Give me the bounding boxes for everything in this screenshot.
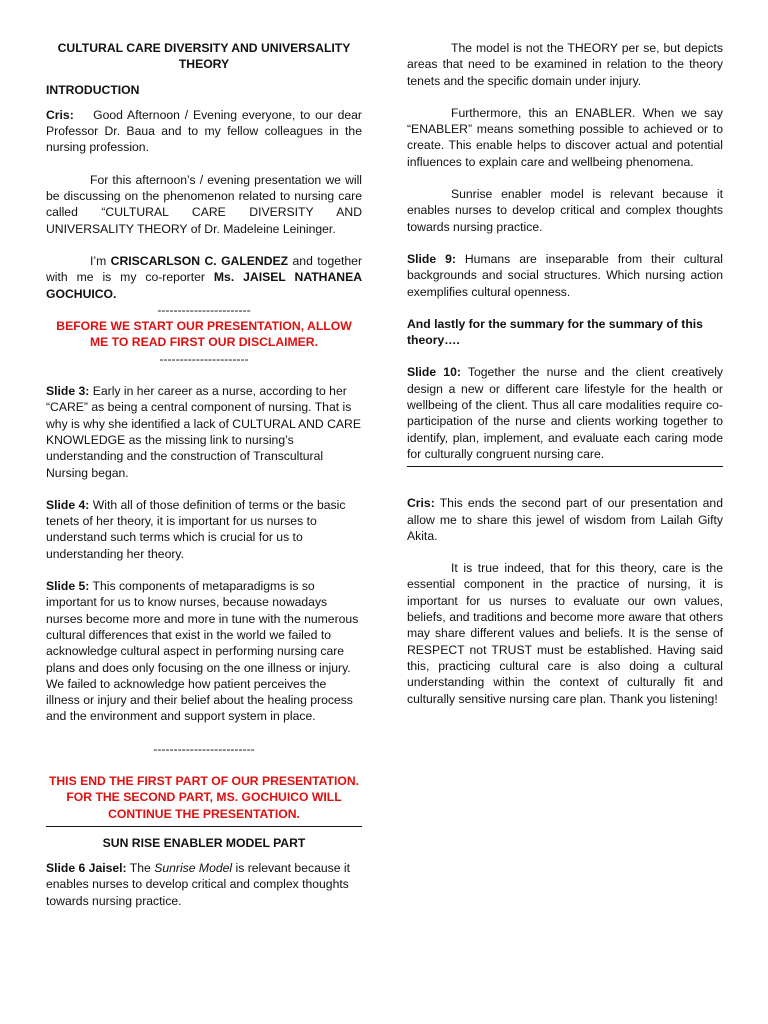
- intro-mid-text: and together with me is my co-reporter: [46, 253, 363, 285]
- presenter-intro-paragraph: [46, 253, 362, 302]
- closing-paragraph: It is true indeed, that for this theory, care is the essential component in the practice of nursing, it is important for us nurses to evaluate our own values, beliefs, and traditions and become more aware that others may share different values and beliefs. It is the sense of RESPECT not TRUST must be established. Having said this, practicing cultural care is also doing a cultural understanding within the context of culturally fit and culturally sensitive nursing care plan. Thank you listening!: [407, 561, 723, 706]
- coreporter-name: Ms. JAISEL NATHANEA GOCHUICO.: [46, 270, 362, 301]
- sunrise-enabler-paragraph: Sunrise enabler model is relevant because it enables nurses to develop critical and complex thoughts towards nursing practice.: [407, 187, 723, 234]
- slide5-paragraph: [46, 578, 362, 725]
- end-first-part-notice: THIS END THE FIRST PART OF OUR PRESENTATION. FOR THE SECOND PART, MS. GOCHUICO WILL CONTINUE THE PRESENTATION.: [48, 773, 360, 821]
- intro-im-text: I’m: [90, 253, 107, 268]
- presentation-topic-paragraph: For this afternoon’s / evening presentation we will be discussing on the phenomenon related to nursing care called “CULTURAL CARE DIVERSITY AND UNIVERSALITY THEORY of Dr. Madeleine Leininger.: [46, 172, 362, 236]
- section-divider: [407, 466, 723, 467]
- enabler-paragraph: Furthermore, this an ENABLER. When we say “ENABLER” means something possible to achieved or to create. This enable helps to discover actual and potential influences to explain care and wellbeing phenomena.: [407, 105, 723, 169]
- separator-dashes: -----------------------: [157, 302, 251, 317]
- cris-closing-intro-paragraph: [407, 495, 723, 544]
- cris-speaker-label: Cris:: [46, 107, 74, 122]
- cris-greeting-paragraph: [46, 107, 362, 156]
- slide10-paragraph: [407, 364, 723, 462]
- left-column: [46, 40, 362, 925]
- right-column: [407, 40, 723, 723]
- section-divider: [46, 826, 362, 827]
- separator-dashes: -------------------------: [153, 741, 255, 756]
- slide3-paragraph: [46, 383, 362, 481]
- slide6-pre-text: The: [129, 861, 151, 876]
- cris-speaker-label: Cris:: [407, 496, 435, 511]
- model-paragraph: The model is not the THEORY per se, but depicts areas that need to be examined in relation to the theory tenets and the specific domain under injury.: [407, 41, 723, 88]
- slide6-label: Slide 6 Jaisel:: [46, 861, 127, 876]
- slide9-label: Slide 9:: [407, 251, 456, 266]
- slide6-paragraph: [46, 860, 362, 909]
- slide5-label: Slide 5:: [46, 579, 90, 594]
- presenter-name: CRISCARLSON C. GALENDEZ: [110, 253, 289, 268]
- cris-closing-intro-text: This ends the second part of our presentation and allow me to share this jewel of wisdom from Lailah Gifty Akita.: [407, 496, 723, 543]
- disclaimer-notice: BEFORE WE START OUR PRESENTATION, ALLOW ME TO READ FIRST OUR DISCLAIMER.: [56, 319, 352, 350]
- sunrise-model-term: Sunrise Model: [154, 861, 233, 876]
- slide4-text: With all of those definition of terms or the basic tenets of her theory, it is important for us nurses to understand such terms which is crucial for us to understanding her theory.: [46, 497, 346, 561]
- slide3-label: Slide 3:: [46, 384, 90, 399]
- slide4-paragraph: [46, 497, 362, 562]
- slide6-post-text: is relevant because it enables nurses to develop critical and complex thoughts towards nursing practice.: [46, 861, 350, 908]
- sunrise-model-heading: SUN RISE ENABLER MODEL PART: [102, 835, 306, 850]
- slide4-label: Slide 4:: [46, 497, 90, 512]
- slide10-text: Together the nurse and the client creatively design a new or different care lifestyle for the health or wellbeing of the client. Thus all care modalities require co-participation of the nurse and clients working together to identify, plan, implement, and evaluate each caring mode for culturally congruent nursing care.: [407, 365, 724, 461]
- introduction-heading: INTRODUCTION: [46, 82, 140, 97]
- separator-dashes: ----------------------: [159, 351, 249, 366]
- document-title: CULTURAL CARE DIVERSITY AND UNIVERSALITY THEORY: [57, 41, 351, 72]
- slide9-text: Humans are inseparable from their cultural backgrounds and social structures. Which nursing action exemplifies cultural openness.: [407, 251, 723, 299]
- slide5-text: This components of metaparadigms is so important for us to know nurses, because nowadays nurses become more and more in tune with the numerous cultural differences that exist in the world we failed to acknowledge cultural aspect in performing nursing care plans and does only focusing on the one illness or injury. We failed to acknowledge how patient perceives the illness or injury and their belief about the healing process and the environment and support system in place.: [46, 579, 359, 724]
- cris-greeting-text: Good Afternoon / Evening everyone, to our dear Professor Dr. Baua and to my fellow colleagues in the nursing profession.: [46, 107, 362, 155]
- slide9-paragraph: [407, 251, 723, 300]
- slide10-label: Slide 10:: [407, 365, 461, 380]
- slide3-text: Early in her career as a nurse, according to her “CARE” as being a central component of nursing. That is why is why she identified a lack of CULTURAL AND CARE KNOWLEDGE as the missing link to nursing’s understanding and the construction of Transcultural Nursing began.: [46, 384, 361, 480]
- summary-intro: And lastly for the summary for the summary of this theory….: [407, 316, 703, 348]
